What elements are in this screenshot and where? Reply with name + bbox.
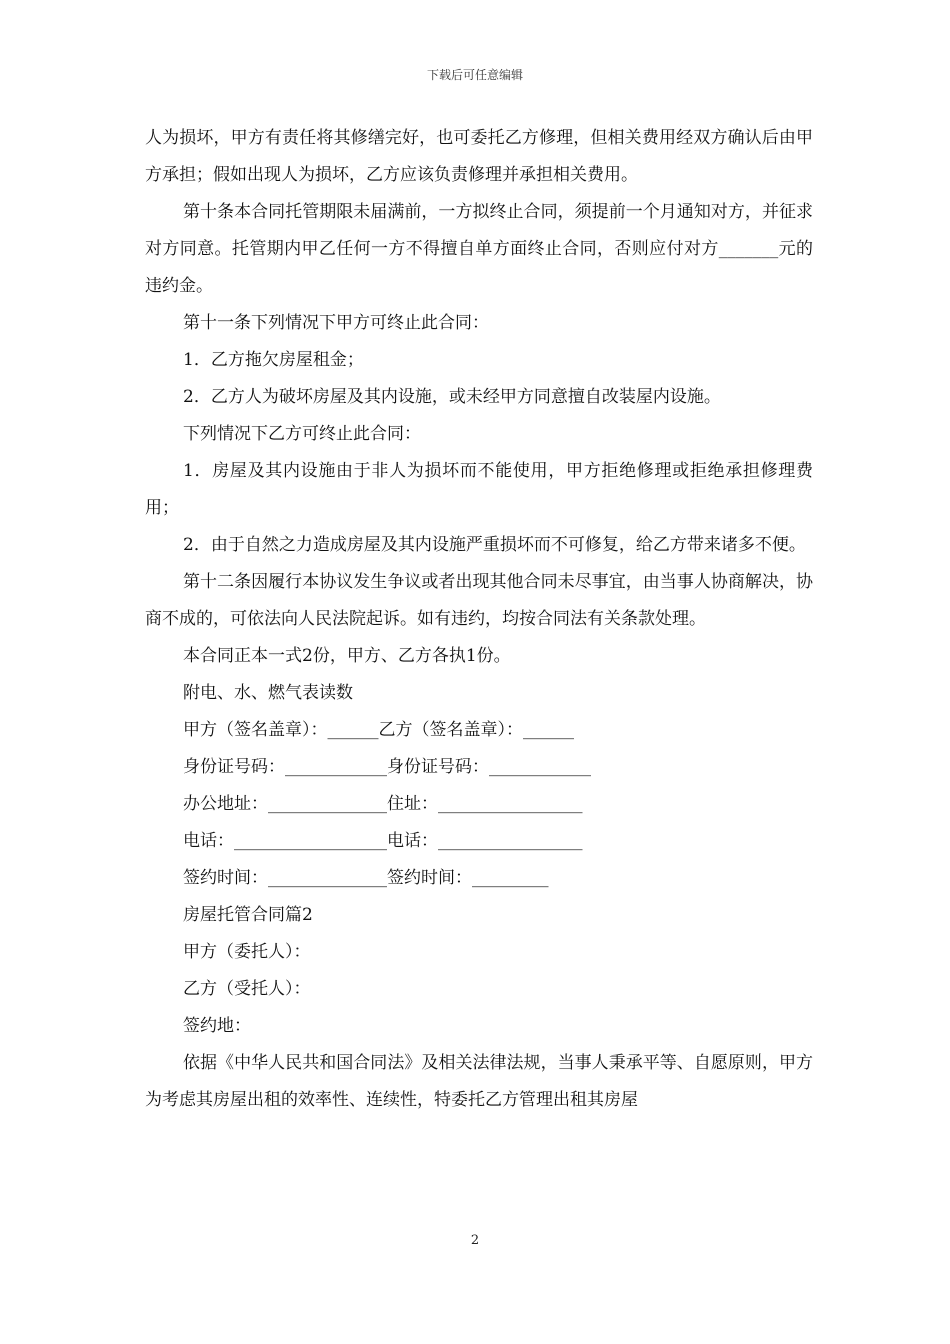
page-header: 下载后可任意编辑 — [426, 68, 523, 82]
signature-line: 电话：__________________电话：_________________ — [183, 831, 583, 851]
paragraph: 下列情况下乙方可终止此合同： — [183, 424, 421, 444]
list-item: 1．房屋及其内设施由于非人为损坏而不能使用，甲方拒绝修理或拒绝承担修理费用； — [145, 461, 813, 518]
paragraph: 第十一条下列情况下甲方可终止此合同： — [183, 313, 489, 333]
list-item: 2．由于自然之力造成房屋及其内设施严重损坏而不可修复，给乙方带来诸多不便。 — [183, 535, 806, 555]
document-body — [145, 120, 813, 1119]
paragraph: 人为损坏，甲方有责任将其修缮完好，也可委托乙方修理，但相关费用经双方确认后由甲方承担；假如出现人为损坏，乙方应该负责修理并承担相关费用。 — [145, 128, 813, 185]
paragraph: 第十条本合同托管期限未届满前，一方拟终止合同，须提前一个月通知对方，并征求对方同意。托管期内甲乙任何一方不得擅自单方面终止合同，否则应付对方_______元的违约金。 — [145, 202, 813, 296]
paragraph: 附电、水、燃气表读数 — [183, 683, 353, 703]
page-number: 2 — [470, 1233, 480, 1248]
signature-line: 签约时间：______________签约时间：_________ — [183, 868, 549, 888]
signature-line: 甲方（签名盖章）：______乙方（签名盖章）：______ — [183, 720, 574, 740]
paragraph: 乙方（受托人）： — [183, 979, 311, 999]
signature-line: 办公地址：______________住址：_________________ — [183, 794, 583, 814]
paragraph: 第十二条因履行本协议发生争议或者出现其他合同未尽事宜，由当事人协商解决，协商不成的，可依法向人民法院起诉。如有违约，均按合同法有关条款处理。 — [145, 572, 813, 629]
paragraph: 本合同正本一式2份，甲方、乙方各执1份。 — [183, 646, 511, 666]
list-item: 2．乙方人为破坏房屋及其内设施，或未经甲方同意擅自改装屋内设施。 — [183, 387, 721, 407]
paragraph: 依据《中华人民共和国合同法》及相关法律法规，当事人秉承平等、自愿原则，甲方为考虑其房屋出租的效率性、连续性，特委托乙方管理出租其房屋 — [145, 1053, 813, 1110]
paragraph: 签约地： — [183, 1016, 251, 1036]
list-item: 1．乙方拖欠房屋租金； — [183, 350, 364, 370]
signature-line: 身份证号码：____________身份证号码：____________ — [183, 757, 591, 777]
section-title: 房屋托管合同篇2 — [183, 905, 313, 925]
paragraph: 甲方（委托人）： — [183, 942, 311, 962]
